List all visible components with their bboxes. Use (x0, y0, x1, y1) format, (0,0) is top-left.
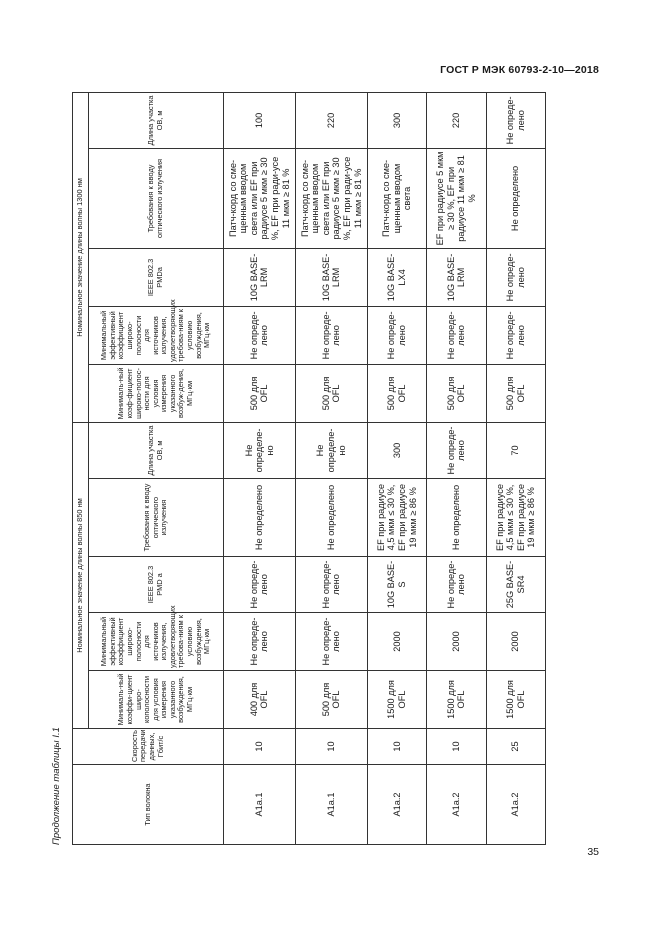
cell-length-850: 70 (486, 422, 545, 478)
col-min-eff-1300: Минимальный эффективный коэффициент широко-полосности для источников излучения, удовлетворяющих требова-ниям к условию возбуждения, МГц·км (89, 306, 224, 364)
cell-ofl-1300: 500 для OFL (486, 364, 545, 422)
cell-eff-1300: Не опреде-лено (486, 306, 545, 364)
cell-ofl-850: 1500 для OFL (427, 671, 486, 729)
standard-number: ГОСТ Р МЭК 60793-2-10—2018 (440, 64, 599, 76)
col-launch-1300: Требования к вводу оптического излучения (89, 148, 224, 248)
cell-eff-1300: Не опреде-лено (367, 306, 426, 364)
cell-length-1300: 300 (367, 92, 426, 148)
page-number: 35 (587, 846, 599, 858)
cell-launch-1300: EF при радиусе 5 мкм ≥ 30 %, EF при радиусе 11 мкм ≥ 81 % (427, 148, 486, 248)
cell-launch-1300: Патч-корд со сме-щенным вводом света или EF при радиусе 5 мкм ≥ 30 %, EF при ради-усе 11 мкм ≥ 81 % (224, 148, 296, 248)
rotated-table-area (51, 93, 546, 845)
table-row (427, 92, 486, 844)
table-row (224, 92, 296, 844)
cell-launch-1300: Патч-корд со сме-щенным вводом света или EF при радиусе 5 мкм ≥ 30 %, EF при ради-усе 11 мкм ≥ 81 % (295, 148, 367, 248)
col-ieee-1300: IEEE 802.3 PMDa (89, 248, 224, 306)
col-min-ofl-850: Минималь-ный коэффи-циент широ-кополосности для условия измерения указанного возбуждения, МГц·км (89, 671, 224, 729)
cell-rate: 25 (486, 729, 545, 765)
cell-eff-850: Не опреде-лено (224, 613, 296, 671)
cell-eff-1300: Не опреде-лено (224, 306, 296, 364)
cell-fiber: A1a.2 (367, 765, 426, 845)
cell-ofl-850: 1500 для OFL (486, 671, 545, 729)
cell-eff-850: Не опреде-лено (295, 613, 367, 671)
cell-fiber: A1a.2 (486, 765, 545, 845)
cell-ofl-1300: 500 для OFL (224, 364, 296, 422)
cell-ieee-850: 25G BASE-SR4 (486, 557, 545, 613)
cell-launch-850: Не определено (224, 479, 296, 557)
cell-length-1300: 100 (224, 92, 296, 148)
cell-fiber: A1a.1 (295, 765, 367, 845)
cell-ofl-850: 1500 для OFL (367, 671, 426, 729)
cell-length-1300: 220 (295, 92, 367, 148)
cell-length-1300: Не опреде-лено (486, 92, 545, 148)
cell-ieee-1300: 10G BASE-LRM (224, 248, 296, 306)
cell-length-850: Не определе-но (224, 422, 296, 478)
cell-rate: 10 (367, 729, 426, 765)
cell-ofl-1300: 500 для OFL (367, 364, 426, 422)
cell-length-850: Не определе-но (295, 422, 367, 478)
spec-table (72, 92, 546, 845)
cell-launch-850: EF при радиусе 4,5 мкм ≤ 30 %, EF при радиусе 19 мкм ≥ 86 % (486, 479, 545, 557)
table-row (295, 92, 367, 844)
cell-ieee-1300: 10G BASE-LX4 (367, 248, 426, 306)
table-row (367, 92, 426, 844)
col-group-1300: Номинальное значение длины волны 1300 нм (73, 92, 89, 422)
cell-length-850: 300 (367, 422, 426, 478)
cell-ieee-1300: 10G BASE-LRM (295, 248, 367, 306)
col-ieee-850: IEEE 802.3 PMD a (89, 557, 224, 613)
cell-eff-850: 2000 (367, 613, 426, 671)
cell-ofl-850: 400 для OFL (224, 671, 296, 729)
cell-rate: 10 (224, 729, 296, 765)
cell-eff-850: 2000 (486, 613, 545, 671)
cell-ieee-850: Не опреде-лено (295, 557, 367, 613)
col-data-rate: Скорость передачи данных, Гбит/с (73, 729, 224, 765)
rotated-table-content (51, 93, 546, 845)
cell-ieee-850: Не опреде-лено (224, 557, 296, 613)
col-group-850: Номинальное значение длины волны 850 нм (73, 422, 89, 728)
col-launch-850: Требования к вводу оптического излучения (89, 479, 224, 557)
cell-ofl-1300: 500 для OFL (427, 364, 486, 422)
cell-ofl-1300: 500 для OFL (295, 364, 367, 422)
col-min-ofl-1300: Минималь-ный коэф-фициент широко-полос-ности для условия измерения указанного возбуж-дения, МГц·км (89, 364, 224, 422)
cell-eff-850: 2000 (427, 613, 486, 671)
cell-rate: 10 (427, 729, 486, 765)
table-caption: Продолжение таблицы I.1 (51, 727, 62, 845)
cell-ieee-850: 10G BASE-S (367, 557, 426, 613)
cell-rate: 10 (295, 729, 367, 765)
col-length-850: Длина участка ОВ, м (89, 422, 224, 478)
table-row (486, 92, 545, 844)
cell-length-850: Не опреде-лено (427, 422, 486, 478)
cell-length-1300: 220 (427, 92, 486, 148)
cell-launch-1300: Патч-корд со сме-щенным вводом света (367, 148, 426, 248)
cell-eff-1300: Не опреде-лено (295, 306, 367, 364)
cell-fiber: A1a.1 (224, 765, 296, 845)
cell-launch-850: Не определено (427, 479, 486, 557)
cell-eff-1300: Не опреде-лено (427, 306, 486, 364)
cell-launch-1300: Не определено (486, 148, 545, 248)
cell-fiber: A1a.2 (427, 765, 486, 845)
cell-ieee-1300: 10G BASE-LRM (427, 248, 486, 306)
cell-ieee-850: Не опреде-лено (427, 557, 486, 613)
col-fiber-type: Тип волокна (73, 765, 224, 845)
col-length-1300: Длина участка ОВ, м (89, 92, 224, 148)
cell-ieee-1300: Не опреде-лено (486, 248, 545, 306)
cell-launch-850: EF при радиусе 4,5 мкм ≤ 30 %, EF при радиусе 19 мкм ≥ 86 % (367, 479, 426, 557)
cell-ofl-850: 500 для OFL (295, 671, 367, 729)
cell-launch-850: Не определено (295, 479, 367, 557)
col-min-eff-850: Минимальный эффективный коэффициент широко-полосности для источников излучения, удовлетворяющих требова-ниям к условию возбуждения, МГц·км (89, 613, 224, 671)
